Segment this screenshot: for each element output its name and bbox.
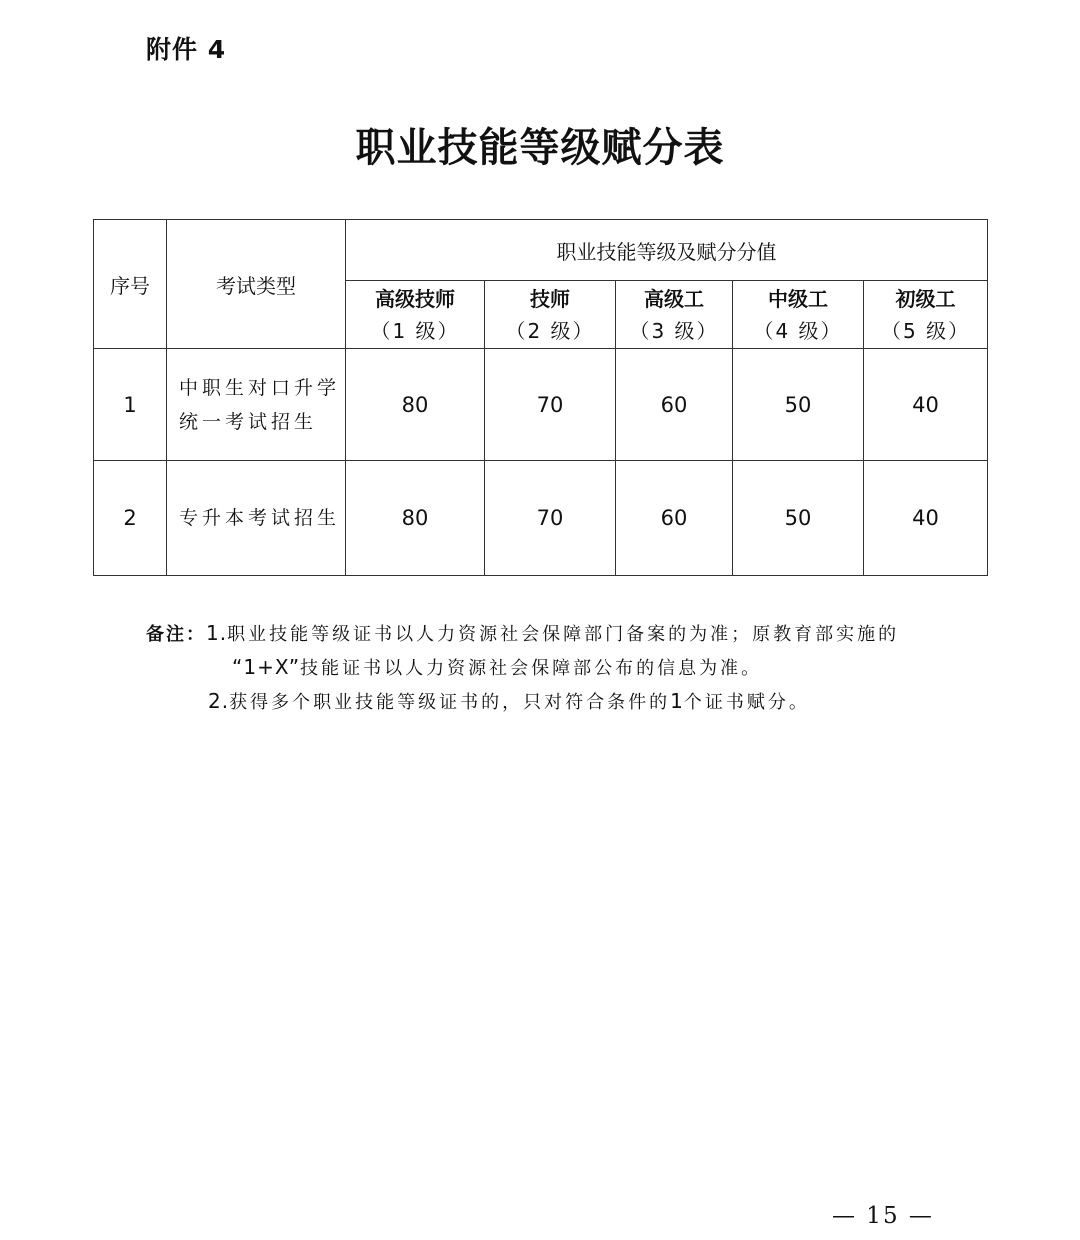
note-2 — [146, 685, 899, 719]
level-grade: （2 级） — [505, 318, 595, 343]
table-row — [94, 461, 988, 576]
header-level-5 — [864, 281, 988, 349]
exam-type-line: 统一考试招生 — [179, 410, 318, 433]
header-exam-type: 考试类型 — [167, 220, 346, 349]
level-name: 中级工 — [768, 286, 828, 311]
note-2-count: 1 — [670, 689, 684, 713]
header-level-4 — [733, 281, 864, 349]
attachment-label: 附件 4 — [146, 35, 227, 64]
table-row — [94, 349, 988, 461]
note-1-text: 职业技能等级证书以人力资源社会保障部门备案的为准；原教育部实施的 — [227, 624, 900, 645]
note-2-text-a: 获得多个职业技能等级证书的，只对符合条件的 — [229, 692, 671, 713]
document-title: 职业技能等级赋分表 — [355, 124, 725, 171]
note-1-quote: “1+X” — [232, 655, 301, 679]
row-exam-type — [167, 349, 346, 461]
note-2-number: 2. — [208, 689, 230, 713]
level-grade: （3 级） — [629, 318, 719, 343]
header-level-3 — [616, 281, 733, 349]
score-cell: 80 — [346, 349, 485, 461]
header-level-2 — [485, 281, 616, 349]
score-cell: 60 — [616, 349, 733, 461]
level-grade: （4 级） — [753, 318, 843, 343]
level-grade: （5 级） — [880, 318, 971, 343]
note-1-number: 1. — [206, 621, 228, 645]
header-seq: 序号 — [94, 220, 167, 349]
note-1-cont-text: 技能证书以人力资源社会保障部公布的信息为准。 — [300, 658, 763, 679]
row-seq: 2 — [94, 461, 167, 576]
level-name: 初级工 — [895, 286, 956, 311]
level-name: 技师 — [530, 286, 570, 311]
score-cell: 60 — [616, 461, 733, 576]
level-grade: （1 级） — [370, 318, 460, 343]
note-2-text-b: 个证书赋分。 — [683, 692, 810, 713]
exam-type-line: 专升本考试招生 — [179, 507, 341, 529]
row-seq: 1 — [94, 349, 167, 461]
score-cell: 40 — [864, 461, 988, 576]
score-table — [93, 219, 988, 576]
level-name: 高级工 — [644, 286, 704, 311]
exam-type-line: 中职生对口升学 — [179, 376, 341, 399]
score-cell: 40 — [864, 349, 988, 461]
header-level-group: 职业技能等级及赋分分值 — [346, 220, 988, 281]
page-number: — 15 — — [832, 1203, 934, 1229]
level-name: 高级技师 — [375, 286, 455, 311]
notes — [146, 617, 899, 719]
score-cell: 50 — [733, 461, 864, 576]
notes-label: 备注： — [146, 624, 206, 645]
score-cell: 50 — [733, 349, 864, 461]
header-level-1 — [346, 281, 485, 349]
score-cell: 70 — [485, 461, 616, 576]
score-cell: 80 — [346, 461, 485, 576]
row-exam-type — [167, 461, 346, 576]
score-cell: 70 — [485, 349, 616, 461]
note-1-continuation — [146, 651, 899, 685]
